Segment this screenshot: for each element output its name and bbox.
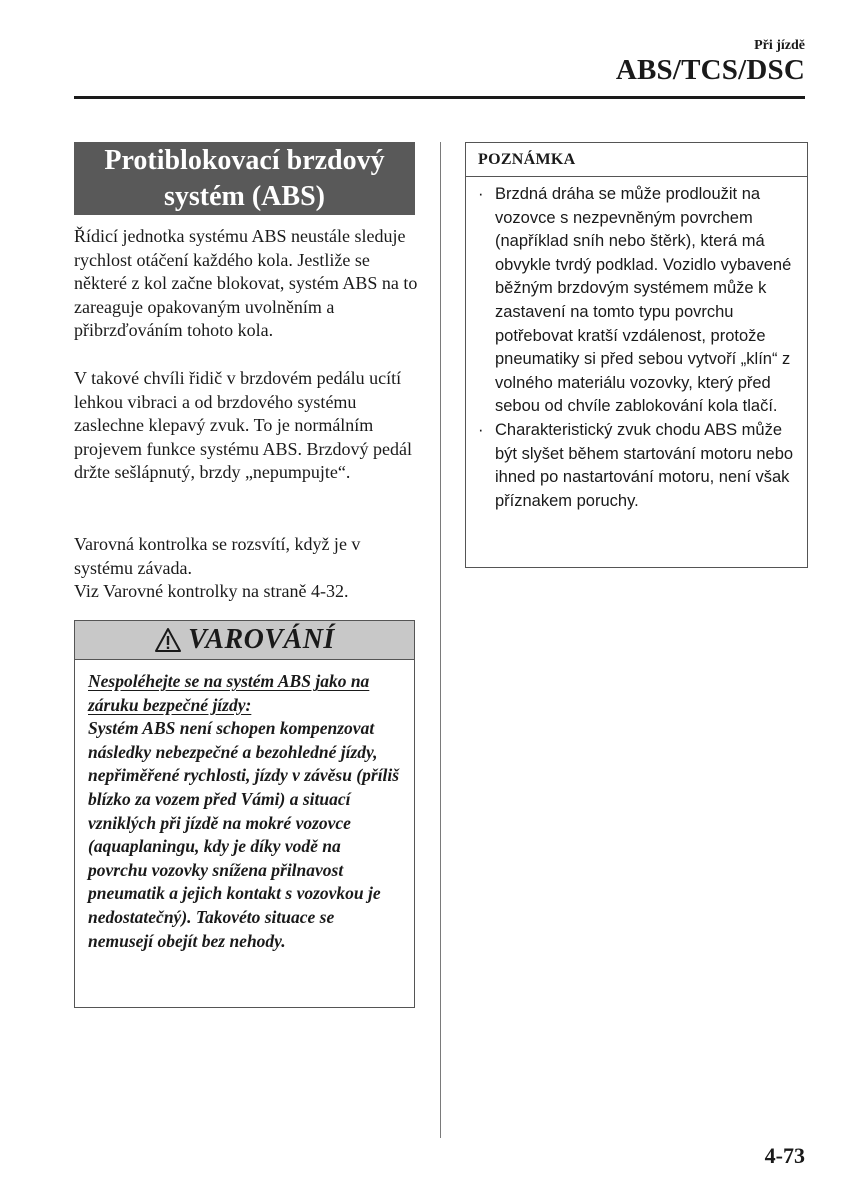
note-box [465, 142, 808, 568]
warning-triangle-icon [154, 627, 182, 653]
note-item-text: Charakteristický zvuk chodu ABS může být slyšet během startování motoru nebo ihned po nastartování motoru, není však příznakem poruchy. [495, 420, 794, 510]
section-heading-banner [74, 142, 415, 215]
warning-header [75, 621, 414, 660]
bullet-icon: · [478, 420, 484, 439]
warning-title: VAROVÁNÍ [188, 624, 335, 655]
note-item-text: Brzdná dráha se může prodloužit na vozovce s nezpevněným povrchem (například sníh nebo štěrk), která má obvykle tvrdý podklad. Vozidlo vybavené běžným brzdovým systémem může k zastavení na tomto typu povrchu potřebovat kratší vzdálenost, protože pneumatiky si před sebou vytvoří „klín“ z volného materiálu vozovky, který před sebou od chvíle zablokování kola tlačí. [495, 185, 792, 416]
column-divider [440, 142, 441, 1138]
section-label: Při jízdě [754, 38, 805, 53]
warning-text: Systém ABS není schopen kompenzovat následky nebezpečné a bezohledné jízdy, nepřiměřené rychlosti, jízdy v závěsu (příliš blízko za vozem před Vámi) a situací vzniklých při jízdě na mokré vozovce (aquaplaningu, kdy je díky vodě na povrchu vozovky snížena přilnavost pneumatik a jejich kontakt s vozovkou je nedostatečný). Takovéto situace se nemusejí obejít bez nehody. [88, 718, 400, 951]
warning-body [75, 660, 414, 953]
warning-heading: Nespoléhejte se na systém ABS jako na záruku bezpečné jízdy: [88, 671, 370, 715]
section-heading-line-1: Protiblokovací brzdový [104, 144, 385, 176]
page-reference: Viz Varovné kontrolky na straně 4-32. [74, 581, 349, 601]
note-title: POZNÁMKA [466, 143, 807, 177]
page-number: 4-73 [764, 1143, 805, 1168]
note-item [478, 419, 797, 513]
warning-box [74, 620, 415, 1008]
note-item [478, 183, 797, 419]
section-heading-line-2: systém (ABS) [163, 180, 325, 212]
body-paragraph: Řídicí jednotka systému ABS neustále sleduje rychlost otáčení každého kola. Jestliže se některé z kol začne blokovat, systém ABS na to zareaguje opakovaným uvolněním a přibrzďováním tohoto kola. [74, 226, 418, 341]
body-paragraph: V takové chvíli řidič v brzdovém pedálu ucítí lehkou vibraci a od brzdového systému zaslechne klepavý zvuk. To je normálním projevem funkce systému ABS. Brzdový pedál držte sešlápnutý, brzdy „nepumpujte“. [74, 368, 412, 483]
page-title: ABS/TCS/DSC [615, 54, 805, 86]
header-divider [74, 96, 805, 99]
bullet-icon: · [478, 185, 484, 203]
body-paragraph: Varovná kontrolka se rozsvítí, když je v systému závada. [74, 534, 361, 578]
note-list [466, 177, 807, 513]
